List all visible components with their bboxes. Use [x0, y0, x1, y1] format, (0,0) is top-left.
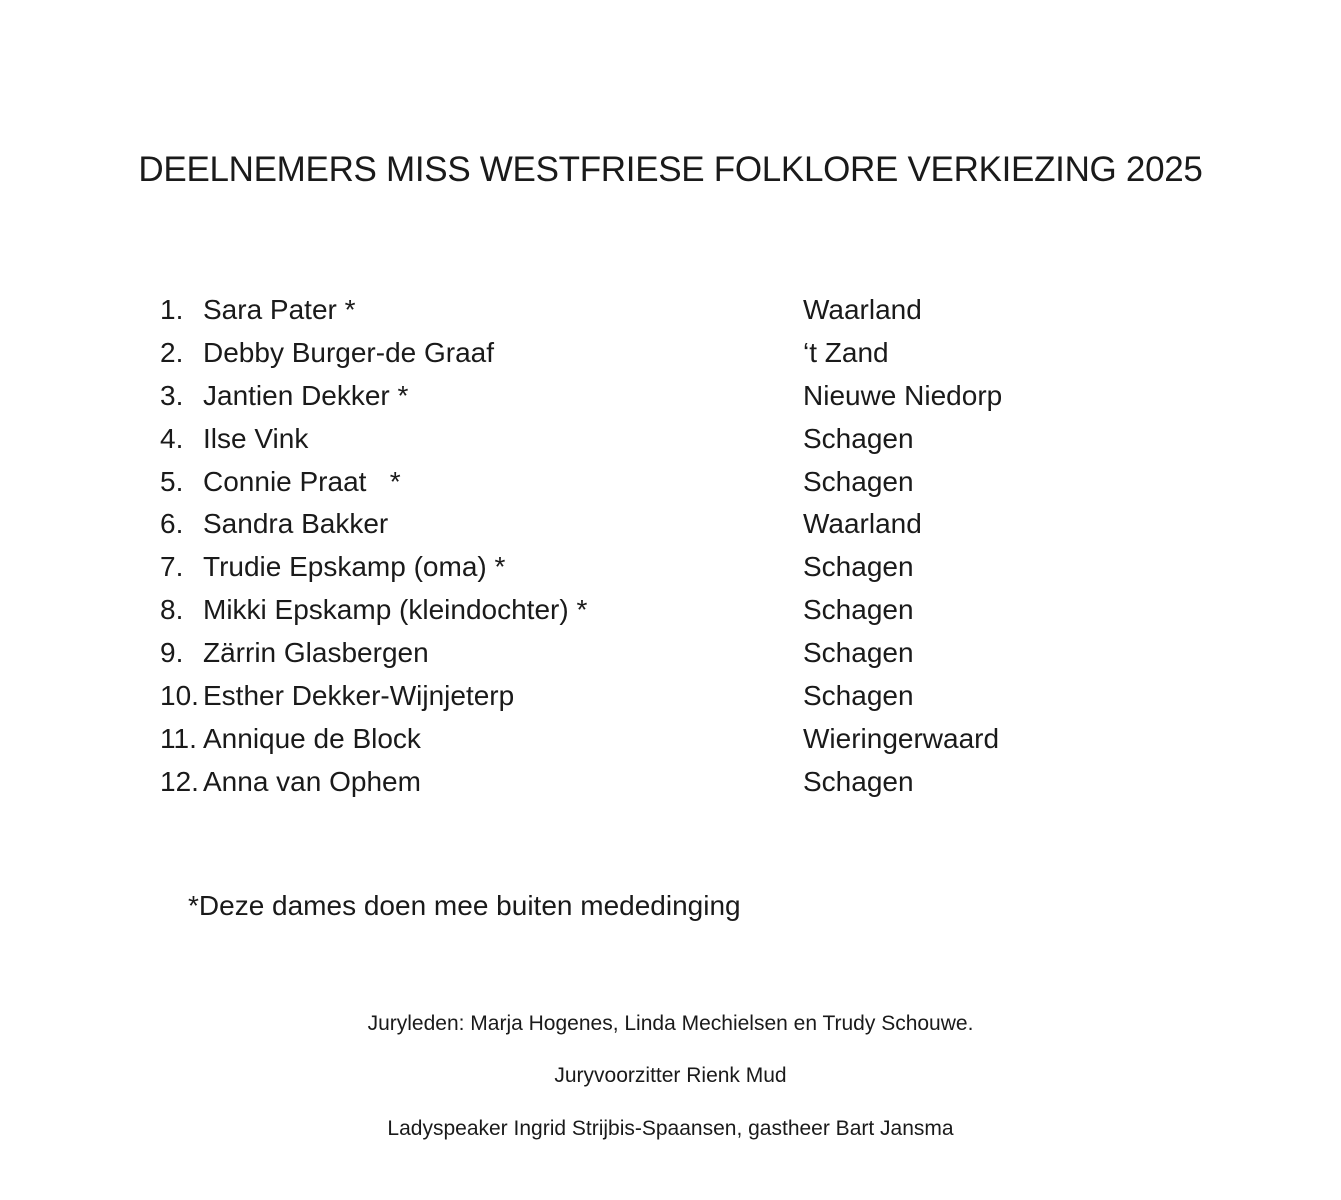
participant-name: Debby Burger-de Graaf [203, 336, 495, 368]
participant-place: Waarland [803, 508, 922, 540]
participant-name: Trudie Epskamp (oma) * [203, 551, 506, 583]
participant-number: 5. [160, 465, 184, 497]
participant-number: 3. [160, 379, 184, 411]
participant-place: Schagen [803, 551, 914, 583]
participant-number: 10. [160, 680, 199, 712]
participant-name: Sara Pater * [203, 294, 356, 325]
list-item [160, 546, 1160, 589]
list-item [160, 589, 1160, 632]
participant-name: Connie Praat * [203, 465, 401, 497]
participant-name: Esther Dekker-Wijnjeterp [203, 680, 515, 712]
list-item [160, 718, 1160, 761]
list-item [160, 461, 1160, 504]
participant-place: Schagen [803, 465, 914, 497]
jury-members: Juryleden: Marja Hogenes, Linda Mechielsen en Trudy Schouwe. [367, 1012, 974, 1035]
participant-list [160, 289, 1160, 804]
participant-name: Ilse Vink [203, 422, 309, 454]
speakers: Ladyspeaker Ingrid Strijbis-Spaansen, gastheer Bart Jansma [387, 1117, 954, 1140]
participant-number: 8. [160, 594, 184, 626]
participant-number: 12. [160, 765, 199, 797]
participant-place: Schagen [803, 422, 914, 454]
list-item [160, 761, 1160, 804]
page-title: DEELNEMERS MISS WESTFRIESE FOLKLORE VERKIEZING 2025 [138, 150, 1203, 189]
participant-name: Annique de Block [203, 722, 421, 754]
participant-place: Schagen [803, 765, 914, 797]
list-item [160, 632, 1160, 675]
list-item [160, 289, 1160, 332]
list-item [160, 418, 1160, 461]
participant-number: 9. [160, 637, 184, 669]
jury-chair: Juryvoorzitter Rienk Mud [554, 1064, 787, 1087]
participant-place: Wieringerwaard [803, 722, 1000, 754]
participant-number: 4. [160, 422, 184, 454]
participant-number: 2. [160, 336, 184, 368]
list-item [160, 375, 1160, 418]
list-item [160, 503, 1160, 546]
participant-name: Jantien Dekker * [203, 379, 409, 411]
participant-number: 1. [160, 294, 184, 325]
list-item [160, 332, 1160, 375]
participant-name: Mikki Epskamp (kleindochter) * [203, 594, 588, 626]
participant-name: Sandra Bakker [203, 508, 389, 540]
participant-place: Schagen [803, 637, 914, 669]
participant-place: Waarland [803, 294, 922, 325]
participant-place: Nieuwe Niedorp [803, 379, 1003, 411]
participant-number: 7. [160, 551, 184, 583]
participant-name: Zärrin Glasbergen [203, 637, 429, 669]
participant-place: Schagen [803, 680, 914, 712]
participant-place: ‘t Zand [803, 336, 889, 368]
participant-number: 11. [160, 722, 197, 754]
participant-place: Schagen [803, 594, 914, 626]
footnote: *Deze dames doen mee buiten mededinging [188, 890, 741, 921]
participant-number: 6. [160, 508, 184, 540]
list-item [160, 675, 1160, 718]
participant-name: Anna van Ophem [203, 765, 421, 797]
